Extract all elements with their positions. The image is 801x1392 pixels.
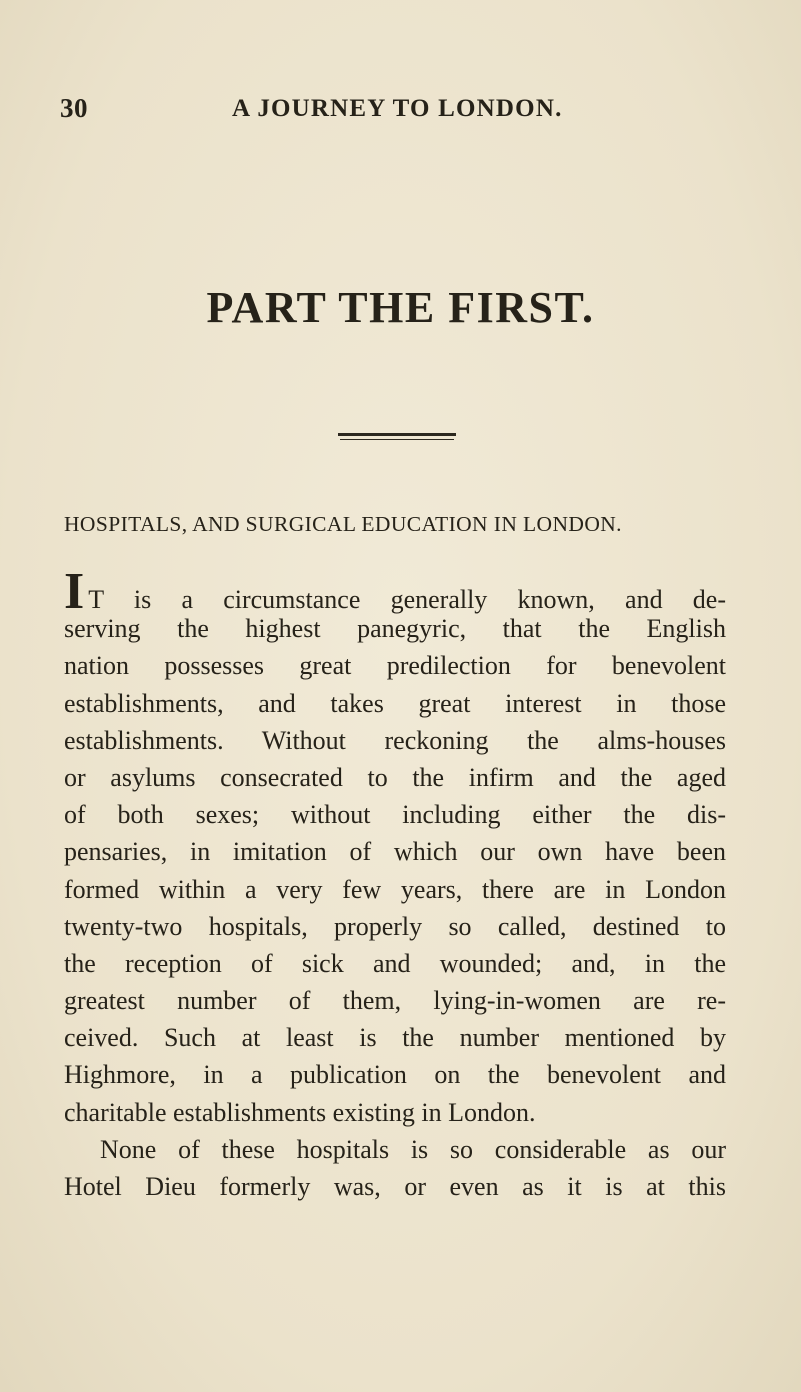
running-title: A JOURNEY TO LONDON. bbox=[232, 95, 563, 122]
text-line: greatest number of them, lying-in-women are re- bbox=[64, 986, 726, 1016]
text-line: establishments. Without reckoning the alms-houses bbox=[64, 725, 726, 755]
running-header bbox=[0, 93, 801, 133]
text-line: None of these hospitals is so considerable as our bbox=[100, 1134, 726, 1164]
text-line: of both sexes; without including either the dis- bbox=[64, 800, 726, 830]
first-line-text: T is a circumstance generally known, and de- bbox=[88, 585, 726, 614]
text-line: formed within a very few years, there are in London bbox=[64, 874, 726, 904]
text-line: twenty-two hospitals, properly so called, destined to bbox=[64, 911, 726, 941]
text-line: nation possesses great predilection for benevolent bbox=[64, 651, 726, 681]
drop-cap: I bbox=[64, 563, 85, 620]
text-line: pensaries, in imitation of which our own have been bbox=[64, 837, 726, 867]
text-line: Hotel Dieu formerly was, or even as it is at this bbox=[64, 1172, 726, 1201]
text-line bbox=[64, 563, 726, 620]
text-line: or asylums consecrated to the infirm and the aged bbox=[64, 762, 726, 792]
page-number: 30 bbox=[60, 93, 88, 123]
text-line: establishments, and takes great interest in those bbox=[64, 688, 726, 718]
text-line: Highmore, in a publication on the benevolent and bbox=[64, 1060, 726, 1090]
text-line: serving the highest panegyric, that the English bbox=[64, 614, 726, 644]
body-text bbox=[64, 563, 726, 1205]
text-line: the reception of sick and wounded; and, in the bbox=[64, 948, 726, 978]
text-line: ceived. Such at least is the number mentioned by bbox=[64, 1023, 726, 1053]
part-title: PART THE FIRST. bbox=[206, 283, 595, 332]
section-heading: HOSPITALS, AND SURGICAL EDUCATION IN LONDON. bbox=[64, 512, 622, 536]
text-line: charitable establishments existing in London. bbox=[64, 1097, 536, 1127]
decorative-rule bbox=[338, 433, 456, 436]
